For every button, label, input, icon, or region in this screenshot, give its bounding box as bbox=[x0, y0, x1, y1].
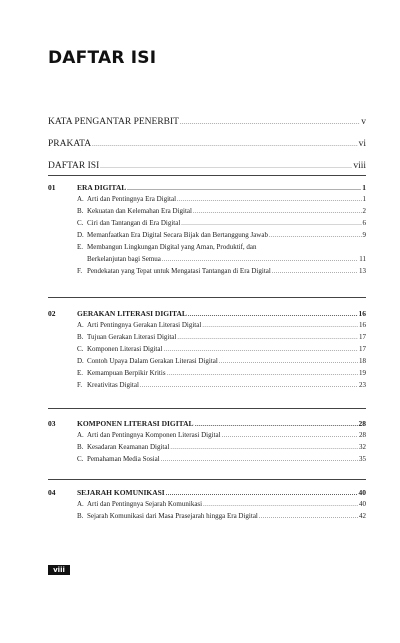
entry-page: v bbox=[361, 117, 366, 127]
leader-dots bbox=[203, 502, 358, 508]
chapter-heading[interactable] bbox=[77, 488, 366, 500]
leader-dots bbox=[202, 323, 358, 329]
toc-item[interactable] bbox=[77, 431, 366, 443]
chapter-number: 04 bbox=[48, 488, 56, 497]
item-letter: A. bbox=[77, 431, 84, 439]
leader-dots bbox=[100, 164, 352, 170]
leader-dots bbox=[140, 383, 358, 389]
toc-item[interactable] bbox=[77, 500, 366, 512]
leader-dots bbox=[181, 221, 361, 227]
divider bbox=[48, 408, 366, 409]
chapter-page: 40 bbox=[358, 488, 366, 497]
chapter-title: SEJARAH KOMUNIKASI bbox=[77, 488, 165, 497]
item-page: 2 bbox=[362, 207, 366, 215]
item-letter: D. bbox=[77, 357, 84, 365]
toc-item[interactable] bbox=[77, 195, 366, 207]
item-text: Komponen Literasi Digital bbox=[87, 345, 163, 353]
page-number-badge: viii bbox=[48, 565, 70, 575]
leader-dots bbox=[92, 142, 358, 148]
item-letter: A. bbox=[77, 195, 84, 203]
item-text: Arti dan Pentingnya Era Digital bbox=[87, 195, 177, 203]
chapter-heading[interactable] bbox=[77, 183, 366, 195]
item-letter: D. bbox=[77, 231, 84, 239]
item-page: 28 bbox=[359, 431, 366, 439]
page-title: DAFTAR ISI bbox=[48, 48, 157, 68]
item-text: Tujuan Gerakan Literasi Digital bbox=[87, 333, 177, 341]
item-letter: C. bbox=[77, 345, 84, 353]
leader-dots bbox=[127, 186, 361, 192]
leader-dots bbox=[166, 491, 358, 497]
entry-page: viii bbox=[353, 161, 366, 171]
leader-dots bbox=[177, 335, 358, 341]
leader-dots bbox=[162, 257, 358, 263]
chapter-heading[interactable] bbox=[77, 419, 366, 431]
toc-item[interactable] bbox=[77, 219, 366, 231]
item-text: Kemampuan Berpikir Kritis bbox=[87, 369, 166, 377]
toc-entry-kata-pengantar[interactable] bbox=[48, 117, 366, 129]
item-page: 17 bbox=[359, 345, 366, 353]
item-text: Sejarah Komunikasi dari Masa Prasejarah hingga Era Digital bbox=[87, 512, 258, 520]
item-text: Pendekatan yang Tepat untuk Mengatasi Tantangan di Era Digital bbox=[87, 267, 271, 275]
item-letter: B. bbox=[77, 443, 84, 451]
chapter-number: 03 bbox=[48, 419, 56, 428]
item-page: 40 bbox=[359, 500, 366, 508]
chapter-title: ERA DIGITAL bbox=[77, 183, 127, 192]
item-page: 32 bbox=[359, 443, 366, 451]
leader-dots bbox=[193, 209, 362, 215]
item-text: Arti dan Pentingnya Sejarah Komunikasi bbox=[87, 500, 203, 508]
entry-label: DAFTAR ISI bbox=[48, 161, 100, 171]
item-page: 6 bbox=[362, 219, 366, 227]
item-text: Ciri dan Tantangan di Era Digital bbox=[87, 219, 181, 227]
item-text: Pemahaman Media Sosial bbox=[87, 455, 160, 463]
divider bbox=[48, 479, 366, 480]
chapter-page: 16 bbox=[358, 309, 366, 318]
leader-dots bbox=[195, 422, 358, 428]
leader-dots bbox=[272, 269, 358, 275]
divider bbox=[48, 297, 366, 298]
leader-dots bbox=[177, 197, 361, 203]
item-page: 11 bbox=[359, 255, 366, 263]
toc-item[interactable] bbox=[77, 455, 366, 467]
item-letter: B. bbox=[77, 333, 84, 341]
item-letter: C. bbox=[77, 219, 84, 227]
item-text: Arti dan Pentingnya Komponen Literasi Digital bbox=[87, 431, 221, 439]
toc-item[interactable] bbox=[77, 443, 366, 455]
item-text: Kreativitas Digital bbox=[87, 381, 139, 389]
toc-item[interactable] bbox=[77, 321, 366, 333]
toc-item[interactable] bbox=[77, 267, 366, 279]
item-page: 35 bbox=[359, 455, 366, 463]
chapter-number: 01 bbox=[48, 183, 56, 192]
item-letter: F. bbox=[77, 381, 83, 389]
front-matter bbox=[48, 117, 366, 173]
chapter-title: GERAKAN LITERASI DIGITAL bbox=[77, 309, 187, 318]
toc-item-continuation[interactable] bbox=[77, 255, 366, 267]
leader-dots bbox=[269, 233, 362, 239]
leader-dots bbox=[219, 359, 358, 365]
toc-item[interactable] bbox=[77, 357, 366, 369]
leader-dots bbox=[163, 347, 358, 353]
item-letter: A. bbox=[77, 500, 84, 508]
item-letter: C. bbox=[77, 455, 84, 463]
toc-item[interactable] bbox=[77, 207, 366, 219]
leader-dots bbox=[188, 312, 358, 318]
toc-item[interactable] bbox=[77, 333, 366, 345]
leader-dots bbox=[170, 445, 358, 451]
chapter-title: KOMPONEN LITERASI DIGITAL bbox=[77, 419, 194, 428]
item-letter: E. bbox=[77, 243, 84, 251]
entry-label: KATA PENGANTAR PENERBIT bbox=[48, 117, 179, 127]
leader-dots bbox=[167, 371, 358, 377]
leader-dots bbox=[222, 433, 358, 439]
leader-dots bbox=[180, 120, 360, 126]
chapter-page: 28 bbox=[358, 419, 366, 428]
divider bbox=[48, 175, 366, 176]
entry-page: vi bbox=[358, 139, 366, 149]
item-page: 23 bbox=[359, 381, 366, 389]
chapter-number: 02 bbox=[48, 309, 56, 318]
item-page: 42 bbox=[359, 512, 366, 520]
item-letter: E. bbox=[77, 369, 84, 377]
item-text: Memanfaatkan Era Digital Secara Bijak dan Bertanggung Jawab bbox=[87, 231, 268, 239]
item-letter: F. bbox=[77, 267, 83, 275]
chapter-heading[interactable] bbox=[77, 309, 366, 321]
item-page: 16 bbox=[359, 321, 366, 329]
toc-item[interactable] bbox=[77, 231, 366, 243]
toc-item[interactable] bbox=[77, 381, 366, 393]
item-text: Berkelanjutan bagi Semua bbox=[87, 255, 161, 263]
item-page: 9 bbox=[362, 231, 366, 239]
item-page: 18 bbox=[359, 357, 366, 365]
item-page: 17 bbox=[359, 333, 366, 341]
leader-dots bbox=[161, 457, 358, 463]
toc-item[interactable] bbox=[77, 512, 366, 524]
item-page: 19 bbox=[359, 369, 366, 377]
chapter-page: 1 bbox=[362, 183, 366, 192]
item-letter: A. bbox=[77, 321, 84, 329]
toc-entry-prakata[interactable] bbox=[48, 139, 366, 151]
item-page: 13 bbox=[359, 267, 366, 275]
toc-item[interactable] bbox=[77, 345, 366, 357]
toc-entry-daftar-isi[interactable] bbox=[48, 161, 366, 173]
item-text: Membangun Lingkungan Digital yang Aman, Produktif, dan bbox=[87, 243, 257, 251]
item-letter: B. bbox=[77, 512, 84, 520]
toc-item[interactable] bbox=[77, 243, 366, 255]
entry-label: PRAKATA bbox=[48, 139, 92, 149]
item-text: Kekuatan dan Kelemahan Era Digital bbox=[87, 207, 192, 215]
item-text: Arti Pentingnya Gerakan Literasi Digital bbox=[87, 321, 202, 329]
item-text: Kesadaran Keamanan Digital bbox=[87, 443, 170, 451]
item-page: 1 bbox=[362, 195, 366, 203]
item-text: Contoh Upaya Dalam Gerakan Literasi Digital bbox=[87, 357, 218, 365]
toc-item[interactable] bbox=[77, 369, 366, 381]
leader-dots bbox=[259, 514, 358, 520]
item-letter: B. bbox=[77, 207, 84, 215]
